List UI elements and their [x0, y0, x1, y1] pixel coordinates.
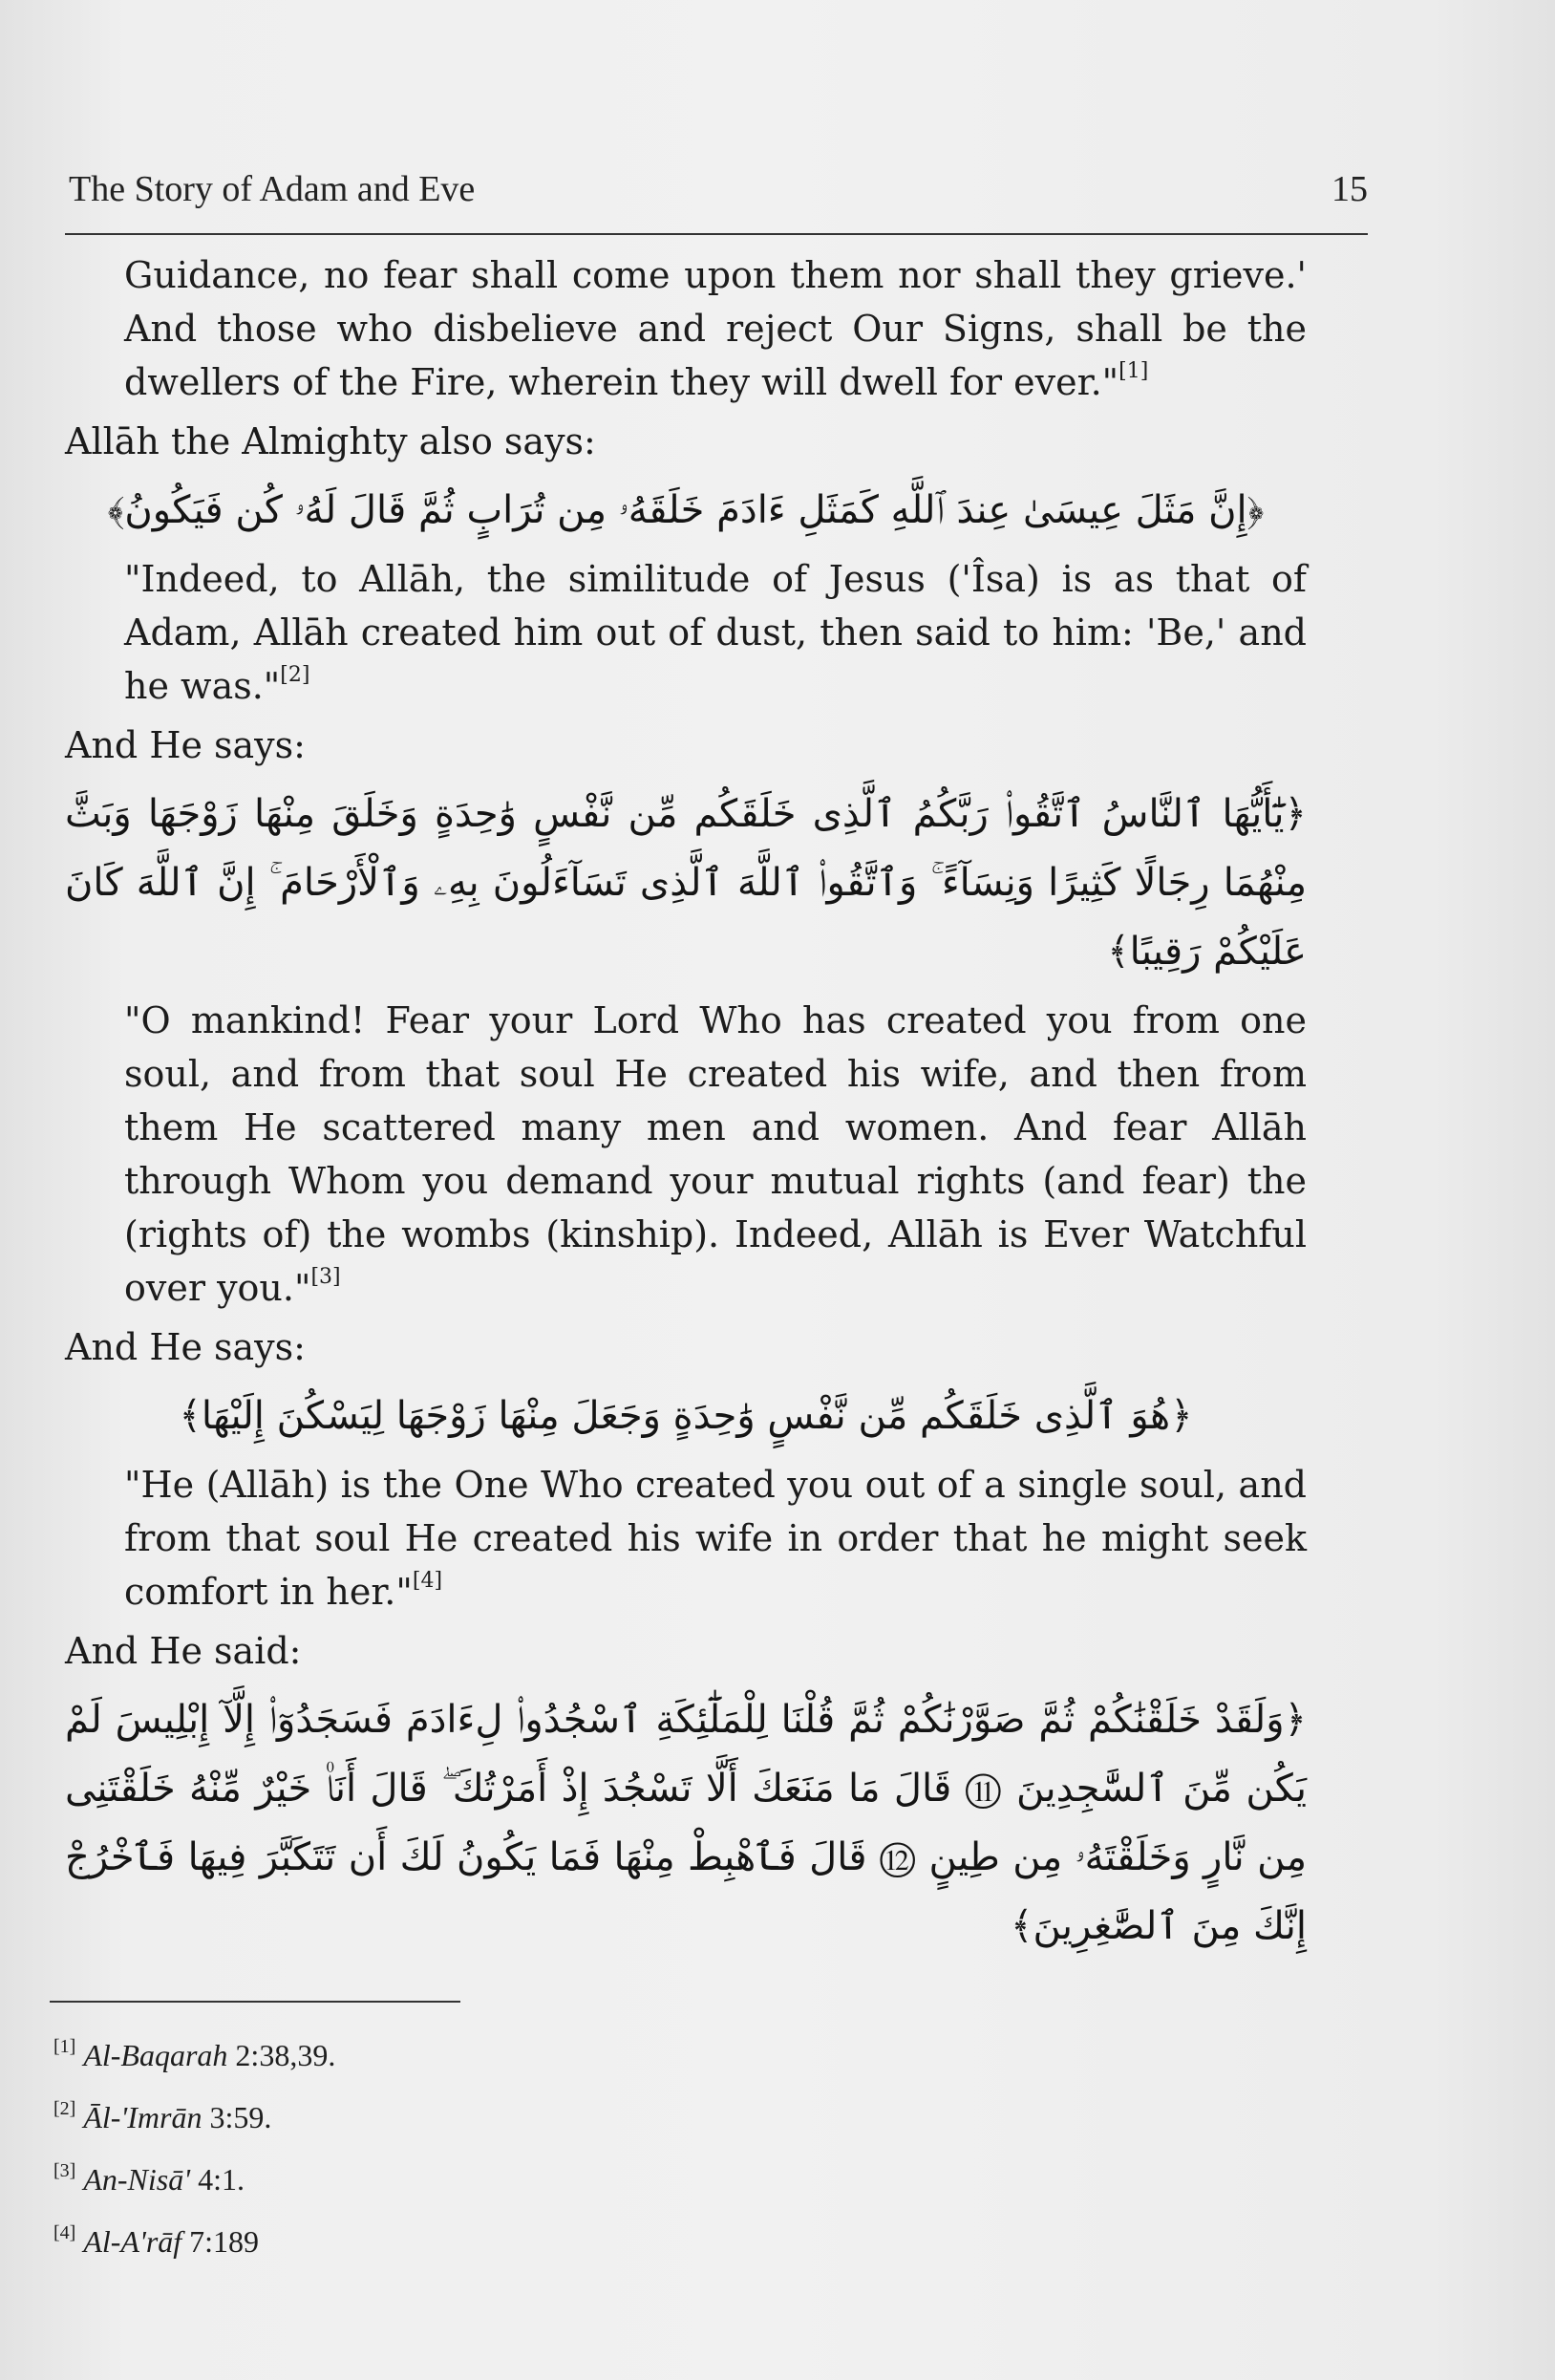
footnote-number: [1]	[53, 2036, 76, 2057]
footnote-2	[53, 2082, 335, 2144]
arabic-verse-3: ﴿هُوَ ٱلَّذِى خَلَقَكُم مِّن نَّفْسٍ وَٰحِدَةٍ وَجَعَلَ مِنْهَا زَوْجَهَا لِيَسْكُنَ إِلَيْهَا﴾	[179, 1394, 1193, 1438]
arabic-verse-4: ﴿وَلَقَدْ خَلَقْنَٰكُمْ ثُمَّ صَوَّرْنَٰكُمْ ثُمَّ قُلْنَا لِلْمَلَٰٓئِكَةِ ٱسْجُدُوا۟ لِءَادَمَ فَسَجَدُوٓا۟ إِلَّآ إِبْلِيسَ لَمْ يَكُن مِّنَ ٱلسَّٰجِدِينَ ⑪ قَالَ مَا مَنَعَكَ أَلَّا تَسْجُدَ إِذْ أَمَرْتُكَ ۖ قَالَ أَنَا۠ خَيْرٌ مِّنْهُ خَلَقْتَنِى مِن نَّارٍ وَخَلَقْتَهُۥ مِن طِينٍ ⑫ قَالَ فَٱهْبِطْ مِنْهَا فَمَا يَكُونُ لَكَ أَن تَتَكَبَّرَ فِيهَا فَٱخْرُجْ إِنَّكَ مِنَ ٱلصَّٰغِرِينَ﴾	[65, 1698, 1307, 1948]
footnote-ref-3: [3]	[310, 1265, 341, 1289]
intro-line-2: And He says:	[65, 724, 306, 766]
running-header	[65, 164, 1368, 235]
paragraph-1	[124, 248, 1307, 409]
footnote-number: [3]	[53, 2160, 76, 2181]
footnote-ref: 3:59.	[209, 2100, 272, 2134]
footnote-ref-4: [4]	[412, 1569, 443, 1593]
footnote-source: Āl-'Imrān	[83, 2100, 202, 2134]
footnote-number: [2]	[53, 2098, 76, 2119]
intro-line-1: Allāh the Almighty also says:	[65, 420, 596, 462]
intro-line-4: And He said:	[65, 1630, 302, 1672]
running-title: The Story of Adam and Eve	[69, 169, 476, 209]
paragraph-2-text: "Indeed, to Allāh, the similitude of Jesus ('Îsa) is as that of Adam, Allāh created him out of dust, then said to him: 'Be,' and he was."	[124, 558, 1307, 707]
footnote-source: An-Nisā'	[83, 2162, 191, 2197]
footnote-3	[53, 2144, 335, 2206]
arabic-verse-1: ﴿إِنَّ مَثَلَ عِيسَىٰ عِندَ ٱللَّهِ كَمَثَلِ ءَادَمَ خَلَقَهُۥ مِن تُرَابٍ ثُمَّ قَالَ لَهُۥ كُن فَيَكُونُ﴾	[107, 488, 1265, 532]
body-text	[65, 248, 1307, 1968]
footnote-number: [4]	[53, 2222, 76, 2243]
paragraph-4	[124, 1458, 1307, 1619]
paragraph-2	[124, 552, 1307, 713]
footnote-ref: 7:189	[189, 2224, 260, 2259]
footnote-ref: 4:1.	[198, 2162, 245, 2197]
footnotes	[53, 2020, 335, 2268]
footnote-ref-1: [1]	[1118, 359, 1149, 383]
paragraph-1-text: Guidance, no fear shall come upon them nor shall they grieve.' And those who disbelieve and reject Our Signs, shall be the dwellers of the Fire, wherein they will dwell for ever."	[124, 254, 1307, 403]
paragraph-3-text: "O mankind! Fear your Lord Who has created you from one soul, and from that soul He created his wife, and then from them He scattered many men and women. And fear Allāh through Whom you demand your mutual rights (and fear) the (rights of) the wombs (kinship). Indeed, Allāh is Ever Watchful over you."	[124, 999, 1307, 1309]
footnote-source: Al-Baqarah	[83, 2038, 228, 2072]
footnote-ref-2: [2]	[280, 663, 310, 687]
footnote-1	[53, 2020, 335, 2082]
page-number: 15	[1331, 169, 1368, 209]
paragraph-4-text: "He (Allāh) is the One Who created you out of a single soul, and from that soul He created his wife in order that he might seek comfort in her."	[124, 1464, 1307, 1613]
footnote-4	[53, 2206, 335, 2268]
paragraph-3	[124, 994, 1307, 1315]
footnote-ref: 2:38,39.	[235, 2038, 336, 2072]
footnote-source: Al-A'rāf	[83, 2224, 182, 2259]
arabic-verse-2: ﴿يَٰٓأَيُّهَا ٱلنَّاسُ ٱتَّقُوا۟ رَبَّكُمُ ٱلَّذِى خَلَقَكُم مِّن نَّفْسٍ وَٰحِدَةٍ وَخَلَقَ مِنْهَا زَوْجَهَا وَبَثَّ مِنْهُمَا رِجَالًا كَثِيرًا وَنِسَآءً ۚ وَٱتَّقُوا۟ ٱللَّهَ ٱلَّذِى تَسَآءَلُونَ بِهِۦ وَٱلْأَرْحَامَ ۚ إِنَّ ٱللَّهَ كَانَ عَلَيْكُمْ رَقِيبًا﴾	[65, 792, 1307, 974]
intro-line-3: And He says:	[65, 1326, 306, 1368]
footnote-divider	[50, 2001, 460, 2003]
